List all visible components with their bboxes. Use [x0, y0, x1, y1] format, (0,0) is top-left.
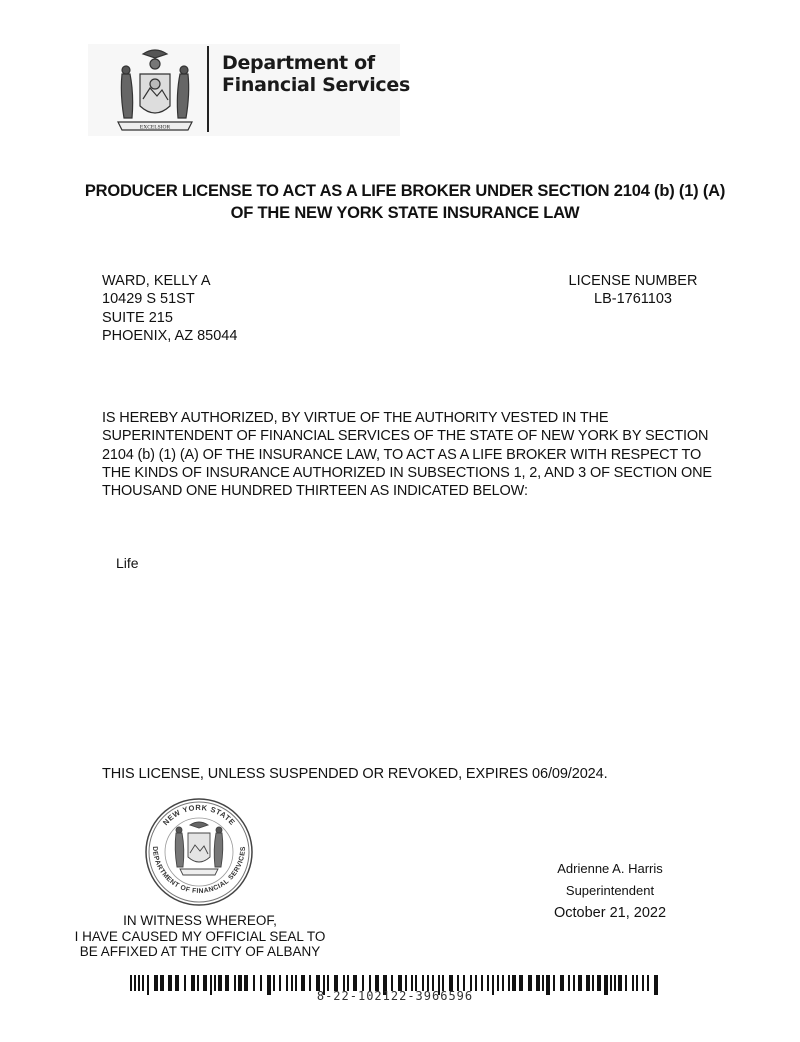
barcode-bar	[197, 975, 199, 991]
barcode-bar	[497, 975, 499, 991]
seal-top-text: NEW YORK STATE	[160, 802, 238, 828]
barcode-bar	[573, 975, 575, 991]
barcode-bar	[592, 975, 594, 991]
barcode-bar	[610, 975, 612, 991]
barcode-bar	[214, 975, 216, 991]
barcode-bar	[295, 975, 297, 991]
barcode-bar	[286, 975, 288, 991]
barcode-bar	[238, 975, 242, 991]
barcode-bar	[234, 975, 236, 991]
barcode-bar	[301, 975, 305, 991]
insurance-kind: Life	[116, 555, 139, 571]
barcode-bar	[184, 975, 186, 991]
barcode-bar	[203, 975, 207, 991]
barcode-bar	[536, 975, 540, 991]
license-number-block	[548, 272, 718, 309]
licensee-address	[102, 272, 237, 345]
licensee-suite: SUITE 215	[102, 309, 173, 326]
barcode-bar	[636, 975, 638, 991]
seal-banner-text: EXCELSIOR	[139, 124, 171, 131]
barcode-bar	[632, 975, 634, 991]
barcode-bar	[481, 975, 483, 991]
barcode-bar	[553, 975, 555, 991]
expiration-statement: THIS LICENSE, UNLESS SUSPENDED OR REVOKED, EXPIRES 06/09/2024.	[102, 766, 608, 782]
barcode-bar	[647, 975, 649, 991]
authorization-line: SUPERINTENDENT OF FINANCIAL SERVICES OF THE STATE OF NEW YORK BY SECTION	[102, 428, 709, 445]
barcode-bar	[218, 975, 222, 991]
barcode-bar	[625, 975, 627, 991]
barcode-bar	[502, 975, 504, 991]
witness-line3: BE AFFIXED AT THE CITY OF ALBANY	[79, 944, 321, 959]
authorization-text	[102, 409, 782, 500]
barcode-bar	[604, 975, 608, 995]
authorization-line: 2104 (b) (1) (A) OF THE INSURANCE LAW, TO ACT AS A LIFE BROKER WITH RESPECT TO	[102, 446, 702, 463]
barcode-bar	[134, 975, 136, 991]
barcode-bar	[142, 975, 144, 991]
license-number: LB-1761103	[594, 291, 672, 308]
title-line1: PRODUCER LICENSE TO ACT AS A LIFE BROKER UNDER SECTION 2104 (b) (1) (A)	[84, 182, 726, 200]
licensee-name: WARD, KELLY A	[102, 273, 211, 289]
barcode-bar	[642, 975, 644, 991]
barcode-bar	[586, 975, 590, 991]
signer-title: Superintendent	[565, 883, 655, 898]
authorization-line: THOUSAND ONE HUNDRED THIRTEEN AS INDICATED BELOW:	[102, 483, 528, 500]
barcode-bar	[138, 975, 140, 991]
license-number-label: LICENSE NUMBER	[568, 273, 698, 289]
barcode-bar	[175, 975, 179, 991]
barcode-bar	[253, 975, 255, 991]
barcode-bar	[568, 975, 570, 991]
barcode-bar	[512, 975, 516, 991]
barcode-bar	[618, 975, 622, 991]
barcode-bar	[191, 975, 195, 991]
barcode-bar	[309, 975, 311, 991]
barcode-bar	[225, 975, 229, 991]
ny-state-seal-icon	[110, 44, 200, 136]
barcode-bar	[291, 975, 293, 991]
authorization-line: THE KINDS OF INSURANCE AUTHORIZED IN SUBSECTIONS 1, 2, AND 3 OF SECTION ONE	[102, 464, 712, 481]
barcode-bar	[614, 975, 616, 991]
barcode-bar	[560, 975, 564, 991]
department-name-line2: Financial Services	[222, 74, 410, 96]
witness-line1: IN WITNESS WHEREOF,	[123, 913, 277, 928]
witness-statement	[50, 913, 350, 960]
document-title	[20, 180, 790, 224]
barcode-bar	[210, 975, 212, 995]
title-line2: OF THE NEW YORK STATE INSURANCE LAW	[230, 204, 580, 222]
barcode-bar	[273, 975, 275, 991]
barcode-bar	[168, 975, 172, 991]
barcode-bar	[475, 975, 477, 991]
barcode-bar	[654, 975, 658, 995]
barcode-bar	[160, 975, 164, 991]
barcode-bar	[528, 975, 532, 991]
authorization-line: IS HEREBY AUTHORIZED, BY VIRTUE OF THE AUTHORITY VESTED IN THE	[102, 410, 609, 426]
logo-divider	[207, 46, 209, 132]
licensee-city-state-zip: PHOENIX, AZ 85044	[102, 327, 238, 344]
signer-block	[520, 858, 700, 924]
licensee-street: 10429 S 51ST	[102, 291, 195, 308]
barcode-bar	[130, 975, 132, 991]
signer-name: Adrienne A. Harris	[557, 861, 663, 876]
department-name-line1: Department of	[222, 52, 375, 74]
witness-line2: I HAVE CAUSED MY OFFICIAL SEAL TO	[74, 928, 326, 944]
barcode-bar	[508, 975, 510, 991]
department-name	[222, 52, 410, 96]
barcode-number: 8-22-102122-3966596	[316, 989, 474, 1003]
seal-ring-text: DEPARTMENT OF FINANCIAL SERVICES	[150, 846, 248, 896]
barcode-bar	[147, 975, 149, 995]
barcode-bar	[244, 975, 248, 991]
barcode-bar	[279, 975, 281, 991]
barcode-bar	[597, 975, 601, 991]
barcode-bar	[578, 975, 582, 991]
barcode-bar	[519, 975, 523, 991]
barcode-bar	[542, 975, 544, 991]
dfs-official-seal-icon	[140, 797, 258, 907]
barcode-bar	[260, 975, 262, 991]
barcode-bar	[154, 975, 158, 991]
issue-date: October 21, 2022	[553, 905, 667, 921]
barcode-bar	[487, 975, 489, 991]
